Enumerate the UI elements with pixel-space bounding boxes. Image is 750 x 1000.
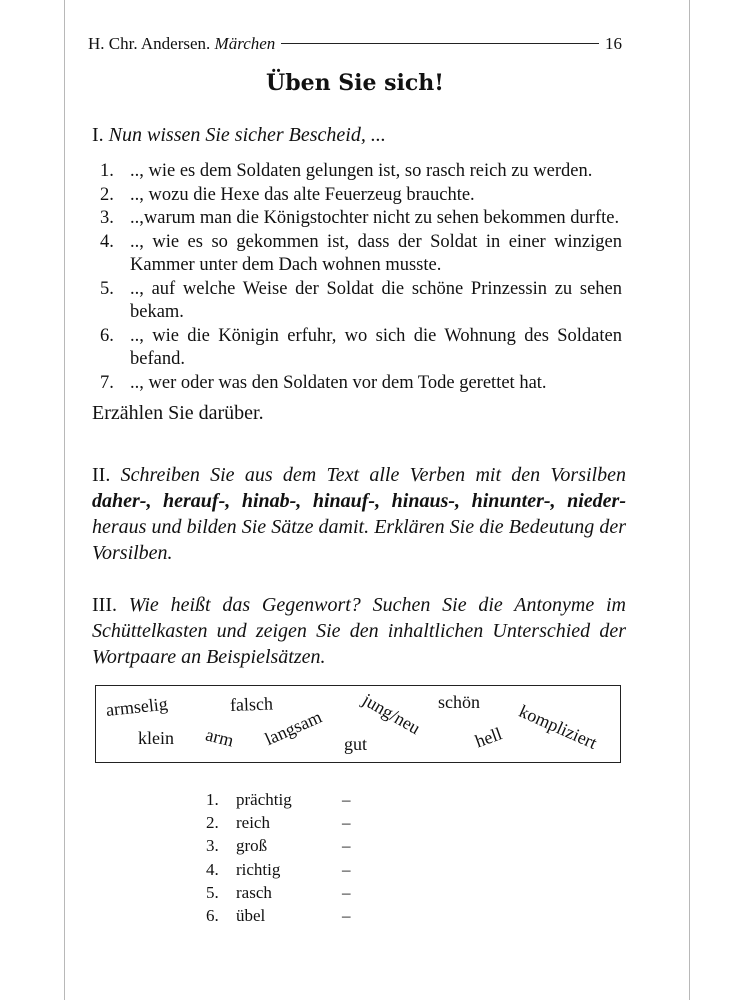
header-book-title: Märchen: [214, 34, 276, 53]
list-item: 1. .., wie es dem Soldaten gelungen ist, so rasch reich zu werden.: [100, 161, 593, 181]
section-1-instruction: [92, 122, 626, 148]
section-2-number: II.: [92, 464, 111, 486]
list-item: 6. .., wie die Königin erfuhr, wo sich die Wohnung des Soldaten befand.: [100, 325, 622, 369]
list-item: 2. reich –: [206, 813, 351, 833]
section-1-list: [100, 160, 622, 395]
list-item: 1. prächtig –: [206, 790, 351, 809]
box-word: langsam: [261, 706, 325, 750]
box-word: gut: [344, 734, 368, 754]
header-author: H. Chr. Andersen.: [88, 34, 211, 53]
section-3-instruction: III. Wie heißt das Gegenwort? Suchen Sie die Antonyme im Schüttelkasten und zeigen Sie den inhaltlichen Unterschied der Wortpaare an Beispielsätzen.: [92, 594, 626, 668]
section-1-number: I.: [92, 124, 104, 146]
list-item: 4. .., wie es so gekommen ist, dass der Soldat in einer winzigen Kammer unter dem Dach wohnen musste.: [100, 231, 622, 275]
box-word: falsch: [229, 693, 274, 715]
box-word: hell: [472, 723, 505, 752]
box-word: jung/neu: [359, 689, 424, 739]
page-title: Üben Sie sich!: [266, 70, 444, 96]
list-item: 3. ..,warum man die Königstochter nicht zu sehen bekommen durfte.: [100, 208, 620, 228]
box-word: kompliziert: [516, 700, 601, 753]
box-word: klein: [138, 728, 174, 748]
list-item: 3. groß –: [206, 836, 351, 856]
box-word: armselig: [104, 693, 169, 720]
section-2-prefixes: daher-, herauf-, hinab-, hinauf-, hinaus-, hinunter-, nieder-: [92, 490, 626, 512]
word-box: [95, 685, 621, 763]
running-header: [88, 34, 622, 58]
section-3-number: III.: [92, 594, 117, 616]
section-1-text: Nun wissen Sie sicher Bescheid, ...: [108, 124, 386, 146]
list-item: 6. übel –: [206, 906, 351, 926]
list-item: 5. .., auf welche Weise der Soldat die schöne Prinzessin zu sehen bekam.: [100, 278, 622, 322]
box-word: arm: [203, 724, 236, 751]
list-item: 7. .., wer oder was den Soldaten vor dem Tode gerettet hat.: [100, 372, 547, 393]
section-1-closing: Erzählen Sie darüber.: [92, 402, 264, 424]
box-word: schön: [438, 692, 480, 712]
page-number: 16: [605, 34, 622, 53]
list-item: 2. .., wozu die Hexe das alte Feuerzeug brauchte.: [100, 184, 475, 205]
header-rule: [281, 43, 599, 44]
list-item: 4. richtig –: [206, 859, 351, 879]
list-item: 5. rasch –: [206, 882, 351, 902]
section-2-instruction: II. Schreiben Sie aus dem Text alle Verben mit den Vorsilben daher-, herauf-, hinab-, hinauf-, hinaus-, hinunter-, nieder- heraus und bilden Sie Sätze damit. Erklären Sie die Bedeutung der Vorsilben.: [92, 464, 626, 564]
antonym-list: [206, 788, 366, 927]
